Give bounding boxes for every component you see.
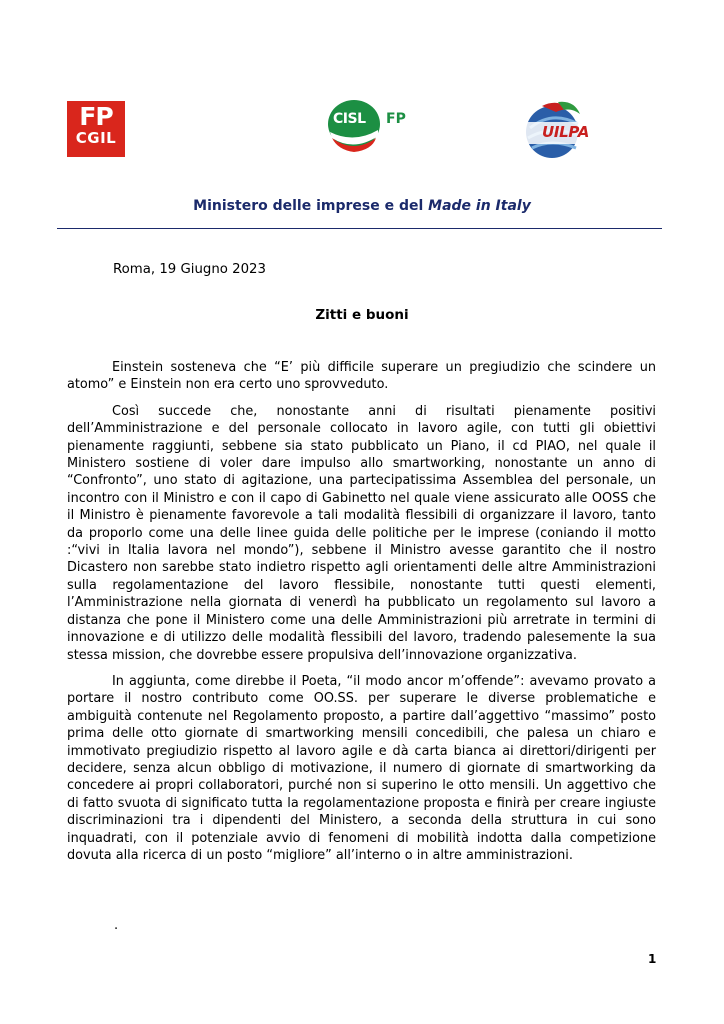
cisl-fp-logo-fp: FP	[386, 111, 406, 127]
body-paragraph-2: Così succede che, nonostante anni di risultati pienamente positivi dell’Amministrazione e del personale collocato in lavoro agile, con tutti gli obiettivi pienamente raggiunti, sebbene sia stato pubblicato un Piano, il cd PIAO, nel quale il Ministero sostiene di voler dare impulso allo smartworking, nonostante un anno di “Confronto”, uno stato di agitazione, una partecipatissima Assemblea del personale, un incontro con il Ministro e con il capo di Gabinetto nel quale viene assicurato alle OOSS che il Ministro è pienamente favorevole a tali modalità flessibili di organizzare il lavoro, tanto da proporlo come una delle linee guida delle politiche per le imprese (coniando il motto :“vivi in Italia lavora nel mondo”), sebbene il Ministro avesse garantito che il nostro Dicastero non sarebbe stato indietro rispetto agli orientamenti delle altre Amministrazioni sulla regolamentazione del lavoro flessibile, nonostante tutti questi elementi, l’Amministrazione nella giornata di venerdì ha pubblicato un regolamento sul lavoro a distanza che pone il Ministero come una delle Amministrazioni più arretrate in termini di innovazione e di utilizzo delle modalità flessibili del lavoro, tradendo palesemente la sua stessa mission, che dovrebbe essere propulsiva dell’innovazione organizzativa.	[67, 403, 656, 663]
header-divider	[57, 228, 662, 229]
page-number: 1	[648, 952, 657, 966]
document-title: Zitti e buoni	[315, 307, 409, 323]
ministry-title-italic: Made in Italy	[428, 198, 531, 214]
ministry-title-prefix: Ministero delle imprese e del	[193, 198, 429, 214]
uilpa-logo-text: UILPA	[542, 123, 590, 141]
cisl-fp-logo-cisl: CISL	[333, 111, 366, 127]
cisl-fp-logo	[326, 98, 412, 160]
body-paragraph-3: In aggiunta, come direbbe il Poeta, “il modo ancor m’offende”: avevamo provato a portare il nostro contributo come OO.SS. per superare le diverse problematiche e ambiguità contenute nel Regolamento proposto, a partire dall’aggettivo “massimo” posto prima delle otto giornate di smartworking mensili concedibili, che palesa un chiaro e immotivato pregiudizio rispetto al lavoro agile e dà carta bianca ai direttori/dirigenti per decidere, senza alcun obbligo di motivazione, il numero di giornate di smartworking da concedere ai propri collaboratori, purché non si superino le otto mensili. Un aggettivo che di fatto svuota di significato tutta la regolamentazione proposta e finirà per creare ingiuste discriminazioni tra i dipendenti del Ministero, a seconda della struttura in cui sono inquadrati, con il potenziale avvio di fenomeni di mobilità indotta dalla competizione dovuta alla ricerca di un posto “migliore” all’interno o in altre amministrazioni.	[67, 673, 656, 863]
cisl-fp-logo-graphic	[326, 98, 412, 160]
stray-mark: .	[114, 918, 119, 933]
document-body	[67, 359, 656, 873]
body-paragraph-1: Einstein sosteneva che “E’ più difficile superare un pregiudizio che scindere un atomo” e Einstein non era certo uno sprovveduto.	[67, 360, 656, 393]
uilpa-logo	[518, 98, 604, 160]
fp-cgil-logo-cgil: CGIL	[75, 129, 117, 147]
ministry-title	[0, 198, 724, 214]
fp-cgil-logo-fp: FP	[79, 102, 113, 131]
date-line: Roma, 19 Giugno 2023	[113, 262, 266, 277]
fp-cgil-logo	[67, 101, 125, 157]
